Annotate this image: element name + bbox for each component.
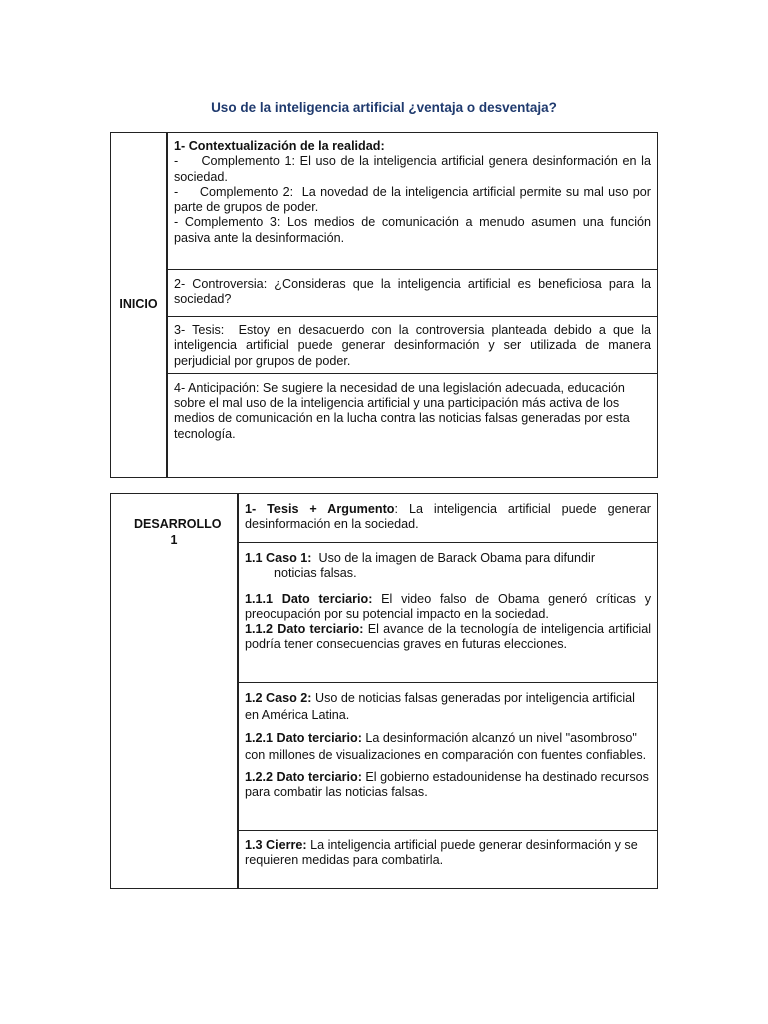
dato-1-2-1: 1.2.1 Dato terciario: La desinformación alcanzó un nivel "asombroso" con millones de visualizaciones en comparación con fuentes confiables. <box>245 731 647 762</box>
dato-1-1-1: 1.1.1 Dato terciario: El video falso de Obama generó críticas y preocupación por su potencial impacto en la sociedad. <box>245 591 651 621</box>
anticipacion-text: 4- Anticipación: Se sugiere la necesidad de una legislación adecuada, educación sobre el mal uso de la inteligencia artificial y una participación más activa de los medios de comunicación en la lucha contra las noticias falsas generadas por esta tecnología. <box>174 380 630 441</box>
desarrollo-label-text: DESARROLLO 1 <box>134 517 222 547</box>
caso-1: 1.1 Caso 1: Uso de la imagen de Barack Obama para difundir <box>245 551 596 565</box>
controversia-cell <box>167 270 658 317</box>
tesis-text: 3- Tesis: Estoy en desacuerdo con la controversia planteada debido a que la inteligencia artificial puede generar desinformación y ser utilizada de manera perjudicial por grupos de poder. <box>174 323 655 368</box>
caso-1-cont: noticias falsas. <box>274 566 357 581</box>
tesis-argumento-label: 1- Tesis + Argumento <box>245 502 395 516</box>
cierre-text: La inteligencia artificial puede generar desinformación y se requieren medidas para combatirla. <box>245 838 638 868</box>
dato-1-2-2: 1.2.2 Dato terciario: El gobierno estadounidense ha destinado recursos para combatir las noticias falsas. <box>245 770 649 799</box>
cierre-cell <box>238 831 658 889</box>
caso-1-cell <box>238 543 658 683</box>
tesis-argumento-text: : La inteligencia artificial puede generar desinformación en la sociedad. <box>245 502 652 532</box>
cierre-label: 1.3 Cierre: <box>245 838 307 852</box>
inicio-table <box>110 132 658 478</box>
document-title: Uso de la inteligencia artificial ¿ventaja o desventaja? <box>211 100 557 115</box>
tesis-argumento-cell <box>238 494 658 543</box>
contextualizacion-cell <box>167 133 658 270</box>
complemento-1: - Complemento 1: El uso de la inteligencia artificial genera desinformación en la sociedad. <box>174 154 655 184</box>
controversia-text: 2- Controversia: ¿Consideras que la inteligencia artificial es beneficiosa para la sociedad? <box>174 277 651 307</box>
contextualizacion-heading: 1- Contextualización de la realidad: <box>174 139 385 153</box>
anticipacion-cell <box>167 373 658 477</box>
dato-1-1-2: 1.1.2 Dato terciario: El avance de la tecnología de inteligencia artificial podría tener consecuencias graves en futuras elecciones. <box>245 622 651 652</box>
desarrollo-table <box>110 493 658 889</box>
desarrollo-label <box>111 494 239 889</box>
caso-2: 1.2 Caso 2: Uso de noticias falsas generadas por inteligencia artificial en América Latina. <box>245 691 635 722</box>
inicio-label: INICIO <box>111 133 168 478</box>
complemento-3: - Complemento 3: Los medios de comunicación a menudo asumen una función pasiva ante la desinformación. <box>174 215 651 245</box>
tesis-cell <box>167 317 658 374</box>
caso-2-cell <box>238 683 658 831</box>
complemento-2: - Complemento 2: La novedad de la inteligencia artificial permite su mal uso por parte de grupos de poder. <box>174 184 655 215</box>
